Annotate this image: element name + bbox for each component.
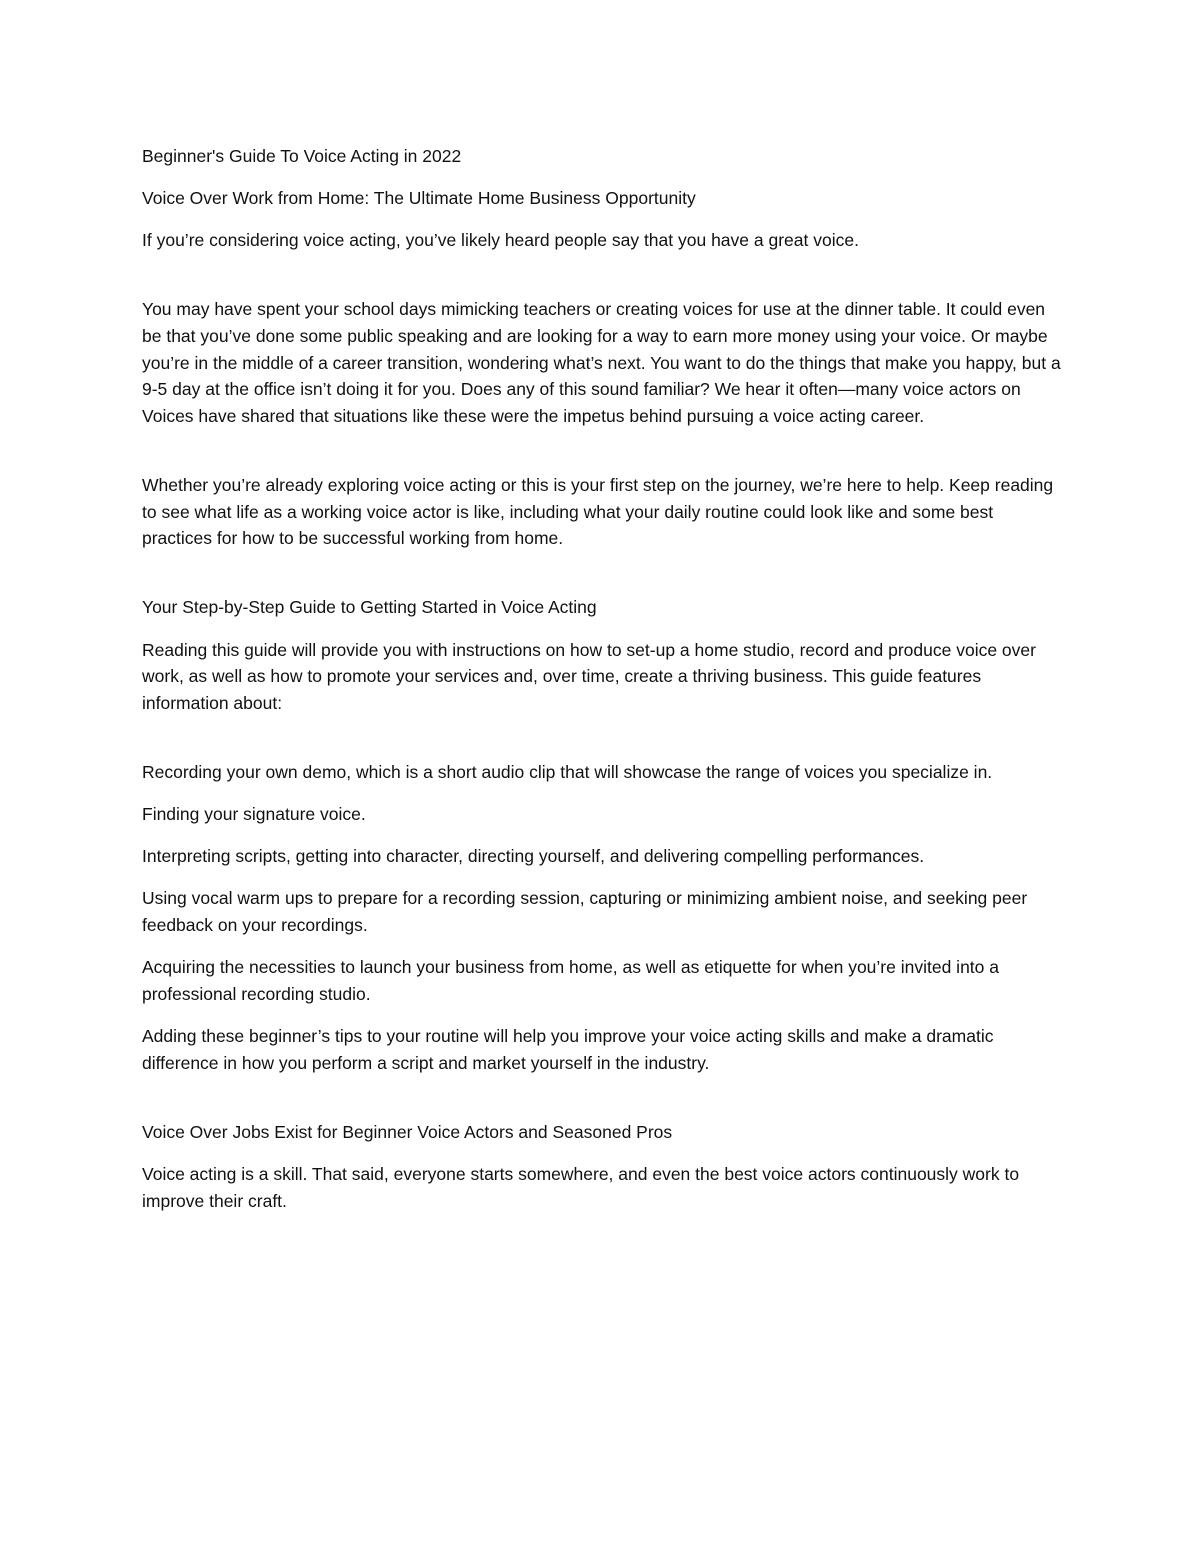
paragraph: If you’re considering voice acting, you’ve likely heard people say that you have a great voice. xyxy=(142,230,859,251)
document-title: Beginner's Guide To Voice Acting in 2022 xyxy=(142,146,462,166)
blank-line xyxy=(142,445,1067,472)
section-heading: Your Step-by-Step Guide to Getting Started in Voice Acting xyxy=(142,597,597,618)
paragraph: Whether you’re already exploring voice acting or this is your first step on the journey, we’re here to help. Keep reading to see what life as a working voice actor is like, including what your daily routine could look like and some best practices for how to be successful working from home. xyxy=(142,475,1054,549)
blank-line xyxy=(142,568,1067,595)
section-heading: Voice Over Jobs Exist for Beginner Voice Actors and Seasoned Pros xyxy=(142,1121,673,1142)
blank-line xyxy=(142,270,1067,297)
blank-line xyxy=(142,1092,1067,1119)
document-body xyxy=(142,143,1067,1230)
list-item: Recording your own demo, which is a short audio clip that will showcase the range of voices you specialize in. xyxy=(142,761,993,782)
paragraph: Adding these beginner’s tips to your routine will help you improve your voice acting skills and make a dramatic difference in how you perform a script and market yourself in the industry. xyxy=(142,1026,994,1073)
list-item: Using vocal warm ups to prepare for a recording session, capturing or minimizing ambient noise, and seeking peer feedback on your recordings. xyxy=(142,888,1028,936)
blank-line xyxy=(142,732,1067,759)
list-item: Acquiring the necessities to launch your business from home, as well as etiquette for when you’re invited into a professional recording studio. xyxy=(142,957,999,1005)
list-item: Finding your signature voice. xyxy=(142,804,366,824)
paragraph: Reading this guide will provide you with instructions on how to set-up a home studio, record and produce voice over work, as well as how to promote your services and, over time, create a thriving business. This guide features information about: xyxy=(142,639,1036,713)
document-subtitle: Voice Over Work from Home: The Ultimate Home Business Opportunity xyxy=(142,188,696,209)
list-item: Interpreting scripts, getting into character, directing yourself, and delivering compelling performances. xyxy=(142,846,925,867)
paragraph: You may have spent your school days mimicking teachers or creating voices for use at the dinner table. It could even be that you’ve done some public speaking and are looking for a way to earn more money using your voice. Or maybe you’re in the middle of a career transition, wondering what’s next. You want to do the things that make you happy, but a 9-5 day at the office isn’t doing it for you. Does any of this sound familiar? We hear it often—many voice actors on Voices have shared that situations like these were the impetus behind pursuing a voice acting career. xyxy=(142,299,1061,427)
paragraph: Voice acting is a skill. That said, everyone starts somewhere, and even the best voice actors continuously work to improve their craft. xyxy=(142,1164,1020,1211)
